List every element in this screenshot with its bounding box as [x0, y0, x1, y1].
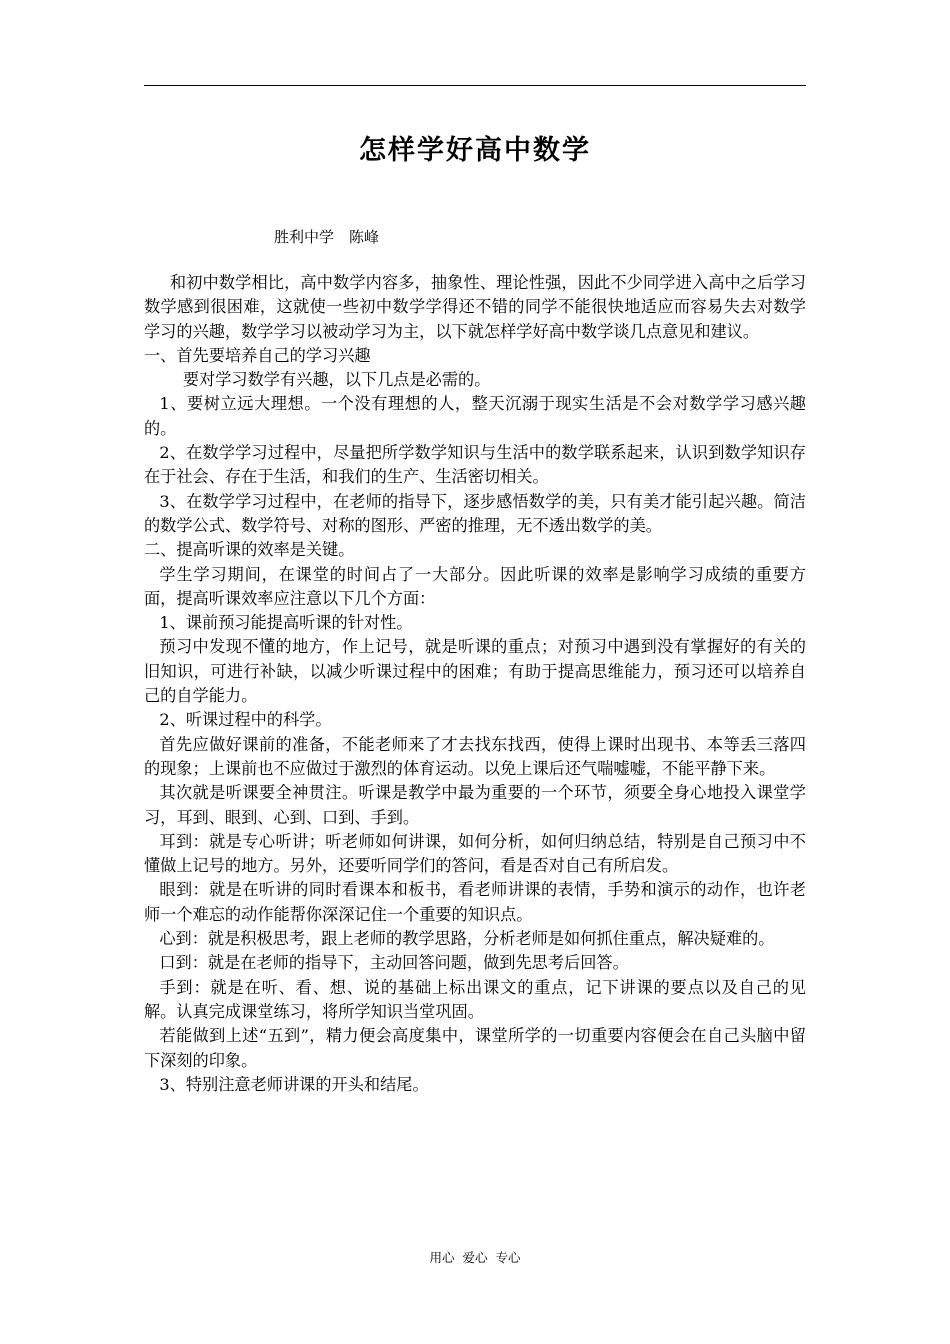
page-footer: 用心 爱心 专心	[429, 1250, 521, 1265]
document-title: 怎样学好高中数学	[359, 135, 591, 166]
list-item: 3、特别注意老师讲课的开头和结尾。	[159, 1074, 429, 1094]
list-item: 3、在数学学习过程中，在老师的指导下，逐步感悟数学的美，只有美才能引起兴趣。简洁的数学公式、数学符号、对称的图形、严密的推理，无不透出数学的美。	[144, 491, 806, 535]
paragraph: 心到：就是积极思考，跟上老师的教学思路，分析老师是如何抓住重点，解决疑难的。	[159, 929, 775, 949]
author-line: 胜利中学 陈峰	[274, 228, 380, 246]
list-item: 2、听课过程中的科学。	[159, 710, 332, 730]
paragraph: 口到：就是在老师的指导下，主动回答问题，做到先思考后回答。	[159, 953, 629, 973]
paragraph: 预习中发现不懂的地方，作上记号，就是听课的重点；对预习中遇到没有掌握好的有关的旧知识，可进行补缺，以减少听课过程中的困难；有助于提高思维能力，预习还可以培养自己的自学能力。	[144, 637, 806, 706]
paragraph: 学生学习期间，在课堂的时间占了一大部分。因此听课的效率是影响学习成绩的重要方面，提高听课效率应注意以下几个方面：	[144, 564, 806, 608]
list-item: 1、课前预习能提高听课的针对性。	[159, 613, 413, 633]
paragraph: 眼到：就是在听讲的同时看课本和板书，看老师讲课的表情，手势和演示的动作，也许老师一个难忘的动作能帮你深深记住一个重要的知识点。	[144, 880, 806, 924]
list-item: 1、要树立远大理想。一个没有理想的人，整天沉溺于现实生活是不会对数学学习感兴趣的。	[144, 394, 806, 438]
section-heading-1: 一、首先要培养自己的学习兴趣	[144, 345, 371, 365]
paragraph: 手到：就是在听、看、想、说的基础上标出课文的重点，记下讲课的要点以及自己的见解。认真完成课堂练习，将所学知识当堂巩固。	[144, 977, 806, 1021]
paragraph: 耳到：就是专心听讲；听老师如何讲课，如何分析，如何归纳总结，特别是自己预习中不懂做上记号的地方。另外，还要听同学们的答问，看是否对自己有所启发。	[144, 831, 806, 876]
header-rule	[144, 85, 806, 86]
list-item: 2、在数学学习过程中，尽量把所学数学知识与生活中的数学联系起来，认识到数学知识存在于社会、存在于生活，和我们的生产、生活密切相关。	[144, 443, 806, 487]
paragraph: 首先应做好课前的准备，不能老师来了才去找东找西，使得上课时出现书、本等丢三落四的现象；上课前也不应做过于激烈的体育运动。以免上课后还气喘嘘嘘，不能平静下来。	[144, 734, 806, 778]
section-heading-2: 二、提高听课的效率是关键。	[144, 540, 355, 560]
document-body	[144, 271, 806, 1097]
paragraph: 要对学习数学有兴趣，以下几点是必需的。	[182, 370, 491, 390]
intro-paragraph: 和初中数学相比，高中数学内容多，抽象性、理论性强，因此不少同学进入高中之后学习数学感到很困难，这就使一些初中数学学得还不错的同学不能很快地适应而容易失去对数学学习的兴趣，数学学习以被动学习为主，以下就怎样学好高中数学谈几点意见和建议。	[144, 273, 806, 341]
paragraph: 若能做到上述“五到”，精力便会高度集中，课堂所学的一切重要内容便会在自己头脑中留下深刻的印象。	[144, 1026, 806, 1070]
paragraph: 其次就是听课要全神贯注。听课是教学中最为重要的一个环节，须要全身心地投入课堂学习，耳到、眼到、心到、口到、手到。	[144, 783, 806, 827]
